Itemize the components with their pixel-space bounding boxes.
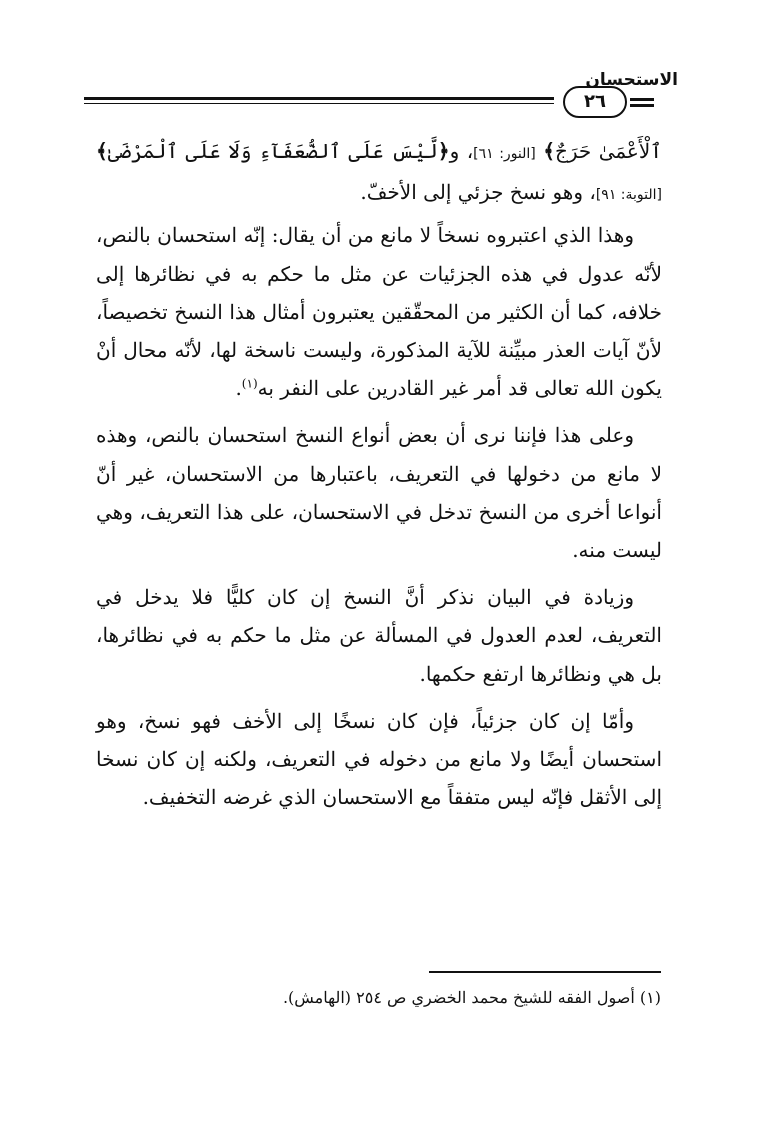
quran-verse: ٱلْأَعْمَىٰ حَرَجٌ <box>554 139 662 163</box>
verse-reference: [التوبة: ٩١] <box>595 187 662 204</box>
verse-open-bracket-icon: ﴿ <box>437 139 450 163</box>
conjunction: ، و <box>449 139 474 163</box>
paragraph <box>96 216 662 407</box>
footnote-text: أصول الفقه للشيخ محمد الخضري ص ٢٥٤ (الهامش). <box>282 988 635 1007</box>
footnote-number: (١) <box>639 988 661 1007</box>
paragraph: وعلى هذا فإننا نرى أن بعض أنواع النسخ استحسان بالنص، وهذه لا مانع من دخولها في التعريف، باعتبارها من الاستحسان، غير أنّ أنواعا أخرى من النسخ تدخل في الاستحسان، على هذا التعريف، وهي ليست منه. <box>96 423 662 563</box>
main-text <box>96 132 662 825</box>
paragraph-verses <box>96 132 662 214</box>
verse-reference: [النور: ٦١] <box>473 146 536 162</box>
running-title: الاستحسان <box>585 70 678 90</box>
paragraph-text: وهذا الذي اعتبروه نسخاً لا مانع من أن يقال: إنّه استحسان بالنص، لأنّه عدول في هذه الجزئيات عن مثل ما حكم به في نظائرها إلى خلافه، كما أن الكثير من المحقّقين يعتبرون أمثال هذا النسخ تخصيصاً، لأنّ آيات العذر مبيِّنة للآية المذكورة، وليست ناسخة لها، لأنّه محال أنْ يكون الله تعالى قد أمر غير القادرين على النفر به <box>96 223 663 401</box>
header-rule-thin <box>84 103 554 104</box>
ornament-bar <box>630 98 654 101</box>
ornament-bar <box>630 104 654 107</box>
paragraph-end: . <box>235 376 242 401</box>
quran-verse: لَّيْسَ عَلَى ٱلضُّعَفَآءِ وَلَا عَلَى ٱلْمَرْضَىٰ <box>107 139 438 163</box>
footnote-rule <box>429 971 661 973</box>
verse-close-bracket-icon: ﴾ <box>543 139 555 163</box>
header-rule <box>84 97 554 100</box>
footnote-marker: (١) <box>241 376 258 391</box>
footnote <box>101 984 661 1012</box>
verse-close-bracket-icon: ﴾ <box>96 139 108 163</box>
paragraph-text: ، وهو نسخ جزئي إلى الأخفّ. <box>360 180 596 205</box>
paragraph: وزيادة في البيان نذكر أنَّ النسخ إن كان كليًّا فلا يدخل في التعريف، لعدم العدول في المسألة عن مثل ما حكم به في نظائرها، بل هي ونظائرها ارتفع حكمها. <box>96 585 662 686</box>
paragraph: وأمّا إن كان جزئياً، فإن كان نسخًا إلى الأخف فهو نسخ، وهو استحسان أيضًا ولا مانع من دخوله في التعريف، ولكنه إن كان نسخا إلى الأثقل فإنّه ليس متفقاً مع الاستحسان الذي غرضه التخفيف. <box>96 708 662 810</box>
page-number: ٢٦ <box>563 86 627 118</box>
